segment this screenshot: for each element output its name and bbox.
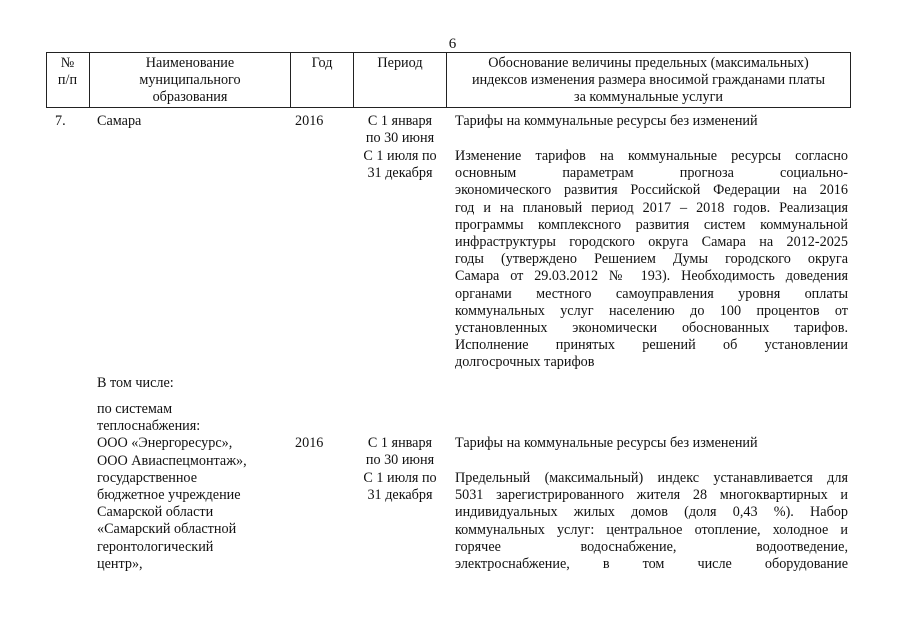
entity-line: ООО «Энергоресурс»,	[97, 435, 233, 452]
header-right-border	[850, 52, 851, 108]
municipality-subentities	[97, 401, 287, 573]
period-second-half: С 1 июля по 31 декабря	[363, 148, 437, 182]
basis-line: коммунальных услуг населению до 100 процентов от	[455, 302, 848, 319]
entity-line: государственное	[97, 469, 197, 486]
header-top-border	[46, 52, 851, 53]
basis-line: индивидуальных жилых домов (доля 0,43 %). Набор	[455, 504, 848, 521]
basis-line: установленных экономически обоснованных тарифов.	[455, 320, 848, 337]
basis-line: Изменение тарифов на коммунальные ресурсы согласно	[455, 148, 848, 164]
basis-line: Исполнение принятых решений об установлении	[455, 337, 848, 354]
basis-line: коммунальных услуг: центральное отопление, холодное и	[455, 521, 848, 538]
basis-line: год и на плановый период 2017 – 2018 годов. Реализация	[455, 199, 848, 216]
period-second-half: С 1 июля по 31 декабря	[363, 470, 437, 504]
entity-line: «Самарский областной	[97, 521, 237, 538]
entity-line: геронтологический	[97, 538, 214, 555]
entity-line: теплоснабжения:	[97, 418, 201, 435]
row-year: 2016	[295, 435, 324, 451]
entity-line: бюджетное учреждение	[97, 487, 241, 504]
header-col-number: № п/п	[57, 55, 78, 89]
basis-tariffs-unchanged: Тарифы на коммунальные ресурсы без изменений	[455, 435, 758, 451]
basis-tariffs-unchanged: Тарифы на коммунальные ресурсы без изменений	[455, 113, 758, 129]
header-col-basis: Обоснование величины предельных (максимальных) индексов изменения размера вносимой гражданами платы за коммунальные услуги	[471, 55, 825, 106]
basis-line: Самара от 29.03.2012 № 193). Необходимость доведения	[455, 268, 848, 285]
basis-line: органами местного самоуправления уровня оплаты	[455, 285, 848, 302]
basis-justification	[455, 148, 848, 372]
period-first-half: С 1 января по 30 июня	[365, 435, 435, 469]
row-number: 7.	[55, 113, 66, 129]
in-total-label: В том числе:	[97, 375, 174, 391]
basis-line: долгосрочных тарифов	[455, 354, 595, 371]
basis-line: 5031 зарегистрированного жителя 28 многоквартирных и	[455, 487, 848, 504]
page-number: 6	[448, 36, 457, 52]
basis-line: программы комплексного развития систем коммунальной	[455, 216, 848, 233]
header-col-year: Год	[311, 55, 333, 71]
basis-line: основным параметрам прогноза социально-	[455, 165, 848, 182]
period-first-half: С 1 января по 30 июня	[365, 113, 435, 147]
entity-line: Самарской области	[97, 504, 214, 521]
basis-line: инфраструктуры городского округа Самара на 2012-2025	[455, 234, 848, 251]
basis-line: экономического развития Российской Федерации на 2016	[455, 182, 848, 199]
header-col-municipality: Наименование муниципального образования	[139, 55, 241, 106]
header-col-period: Период	[377, 55, 423, 71]
basis-line: Предельный (максимальный) индекс устанавливается для	[455, 470, 848, 486]
entity-line: ООО Авиаспецмонтаж»,	[97, 452, 247, 469]
basis-line: электроснабжение, в том числе оборудование	[455, 556, 848, 573]
basis-line: годы (утверждено Решением Думы городского округа	[455, 251, 848, 268]
basis-justification	[455, 470, 848, 573]
header-bottom-border	[46, 107, 851, 108]
municipality-name: Самара	[97, 113, 142, 129]
row-year: 2016	[295, 113, 324, 129]
entity-line: по системам	[97, 401, 173, 417]
entity-line: центр»,	[97, 555, 143, 572]
basis-line: горячее водоснабжение, водоотведение,	[455, 538, 848, 555]
